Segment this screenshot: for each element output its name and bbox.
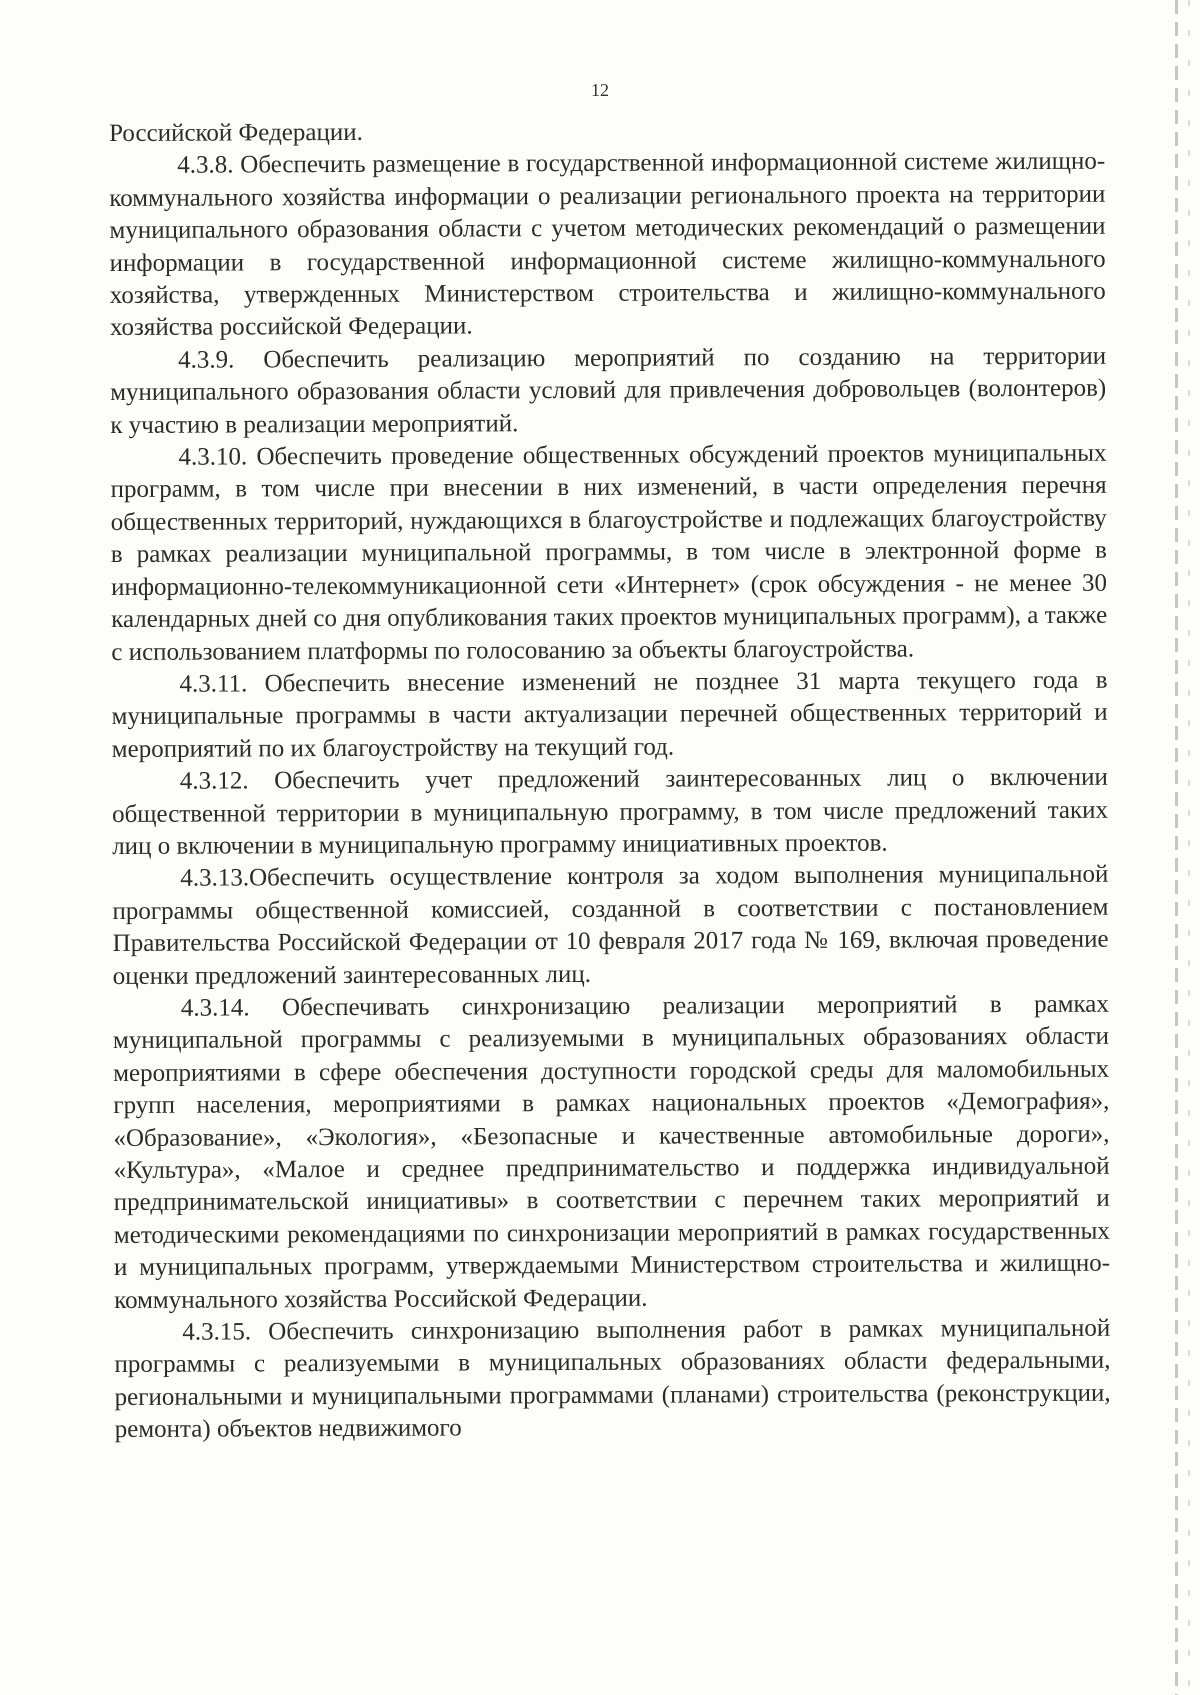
paragraph-4-3-14: 4.3.14. Обеспечивать синхронизацию реализации мероприятий в рамках муниципальной программы с реализуемыми в муниципальных образованиях области мероприятиями в сфере обеспечения доступности городской среды для маломобильных групп населения, мероприятиями в рамках национальных проектов «Демография», «Образование», «Экология», «Безопасные и качественные автомобильные дороги», «Культура», «Малое и среднее предпринимательство и поддержка индивидуальной предпринимательской инициативы» в соответствии с перечнем таких мероприятий и методическими рекомендациями по синхронизации мероприятий в рамках государственных и муниципальных программ, утверждаемыми Министерством строительства и жилищно-коммунального хозяйства Российской Федерации. xyxy=(112,990,1111,1314)
page-number: 12 xyxy=(591,80,609,100)
paragraph-4-3-8: 4.3.8. Обеспечить размещение в государственной информационной системе жилищно-коммунального хозяйства информации о реализации регионального проекта на территории муниципального образования области с учетом методических рекомендаций о размещении информации в государственной информационной системе жилищно-коммунального хозяйства, утвержденных Министерством строительства и жилищно-коммунального хозяйства российской Федерации. xyxy=(109,148,1106,342)
paragraph-4-3-10: 4.3.10. Обеспечить проведение общественных обсуждений проектов муниципальных программ, в том числе при внесении в них изменений, в части определения перечня общественных территорий, нуждающихся в благоустройстве и подлежащих благоустройству в рамках реализации муниципальной программы, в том числе в электронной форме в информационно-телекоммуникационной сети «Интернет» (срок обсуждения - не менее 30 календарных дней со дня опубликования таких проектов муниципальных программ), а также с использованием платформы по голосованию за объекты благоустройства. xyxy=(110,439,1108,666)
paragraph-4-3-9: 4.3.9. Обеспечить реализацию мероприятий по созданию на территории муниципального образования области условий для привлечения добровольцев (волонтеров) к участию в реализации мероприятий. xyxy=(110,342,1107,439)
scan-edge-artifact xyxy=(1188,0,1190,1695)
paragraph-4-3-12: 4.3.12. Обеспечить учет предложений заинтересованных лиц о включении общественной территории в муниципальную программу, в том числе предложений таких лиц о включении в муниципальную программу инициативных проектов. xyxy=(111,763,1109,860)
document-body xyxy=(109,114,1111,1447)
continuation-line: Российской Федерации. xyxy=(109,118,363,147)
scan-edge-artifact xyxy=(1175,0,1178,1695)
paragraph-4-3-11: 4.3.11. Обеспечить внесение изменений не позднее 31 марта текущего года в муниципальные программы в части актуализации перечней общественных территорий и мероприятий по их благоустройству на текущий год. xyxy=(111,666,1108,763)
paragraph-4-3-15: 4.3.15. Обеспечить синхронизацию выполнения работ в рамках муниципальной программы с реализуемыми в муниципальных образованиях области федеральными, региональными и муниципальными программами (планами) строительства (реконструкции, ремонта) объектов недвижимого xyxy=(114,1314,1111,1444)
paragraph-4-3-13: 4.3.13.Обеспечить осуществление контроля за ходом выполнения муниципальной программы общественной комиссией, созданной в соответствии с постановлением Правительства Российской Федерации от 10 февраля 2017 года № 169, включая проведение оценки предложений заинтересованных лиц. xyxy=(112,860,1109,990)
